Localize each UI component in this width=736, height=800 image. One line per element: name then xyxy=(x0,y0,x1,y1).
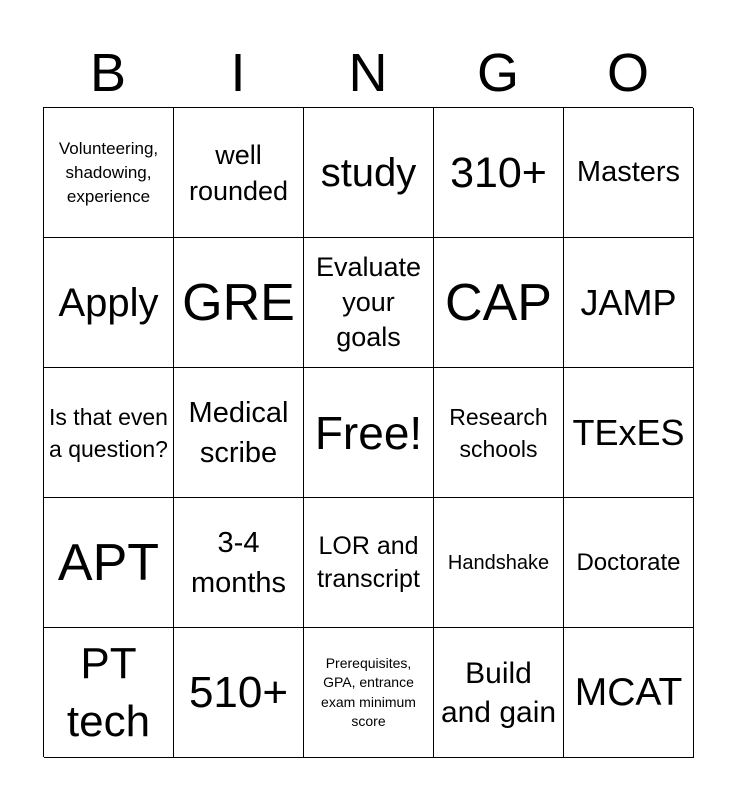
header-letter-b: B xyxy=(89,43,127,103)
bingo-cell[interactable] xyxy=(44,368,174,498)
cell-label: 3-4 months xyxy=(190,526,287,599)
bingo-cell[interactable] xyxy=(564,628,694,758)
bingo-cell[interactable] xyxy=(304,498,434,628)
cell-label: Doctorate xyxy=(576,548,681,576)
cell-label: Masters xyxy=(576,156,681,188)
bingo-cell[interactable] xyxy=(44,498,174,628)
cell-label: CAP xyxy=(445,273,552,332)
bingo-cell[interactable] xyxy=(304,238,434,368)
bingo-cell[interactable] xyxy=(304,628,434,758)
cell-label: 510+ xyxy=(188,667,289,717)
cell-label: Evaluate your goals xyxy=(315,252,422,352)
cell-label: LOR and transcript xyxy=(317,531,420,593)
cell-label: Handshake xyxy=(447,551,550,574)
bingo-cell[interactable] xyxy=(434,368,564,498)
cell-label: Volunteering, shadowing, experience xyxy=(58,138,159,206)
bingo-cell[interactable] xyxy=(434,108,564,238)
cell-label: 310+ xyxy=(450,148,547,197)
header-letter-i: I xyxy=(230,43,246,103)
header-letter-n: N xyxy=(348,43,388,103)
cell-label: Medical scribe xyxy=(188,396,289,469)
bingo-cell[interactable] xyxy=(304,368,434,498)
bingo-cell[interactable] xyxy=(564,108,694,238)
bingo-cell[interactable] xyxy=(44,108,174,238)
bingo-cell[interactable] xyxy=(174,498,304,628)
bingo-cell[interactable] xyxy=(434,498,564,628)
cell-label: Prerequisites, GPA, entrance exam minimum score xyxy=(321,654,416,729)
cell-label: well rounded xyxy=(188,139,289,206)
cell-label: TExES xyxy=(572,411,685,453)
bingo-cell[interactable] xyxy=(174,238,304,368)
cell-label: GRE xyxy=(182,273,295,332)
cell-label: Free! xyxy=(314,406,423,459)
bingo-cell[interactable] xyxy=(434,238,564,368)
bingo-cell[interactable] xyxy=(564,498,694,628)
bingo-cell[interactable] xyxy=(174,628,304,758)
bingo-header xyxy=(43,40,693,106)
cell-label: Build and gain xyxy=(440,656,557,729)
cell-label: APT xyxy=(57,533,160,592)
bingo-cell[interactable] xyxy=(44,238,174,368)
bingo-cell[interactable] xyxy=(564,238,694,368)
bingo-cell[interactable] xyxy=(174,368,304,498)
cell-label: Is that even a question? xyxy=(49,403,168,462)
bingo-cell[interactable] xyxy=(174,108,304,238)
bingo-cell[interactable] xyxy=(304,108,434,238)
cell-label: PT tech xyxy=(66,638,151,746)
cell-label: Apply xyxy=(58,280,159,325)
bingo-cell[interactable] xyxy=(434,628,564,758)
header-letter-g: G xyxy=(476,43,519,103)
cell-label: MCAT xyxy=(574,670,683,714)
bingo-cell[interactable] xyxy=(564,368,694,498)
header-letter-o: O xyxy=(606,43,649,103)
cell-label: JAMP xyxy=(580,281,677,323)
bingo-board xyxy=(43,107,693,757)
cell-label: study xyxy=(320,150,417,195)
bingo-cell[interactable] xyxy=(44,628,174,758)
cell-label: Research schools xyxy=(449,403,548,462)
